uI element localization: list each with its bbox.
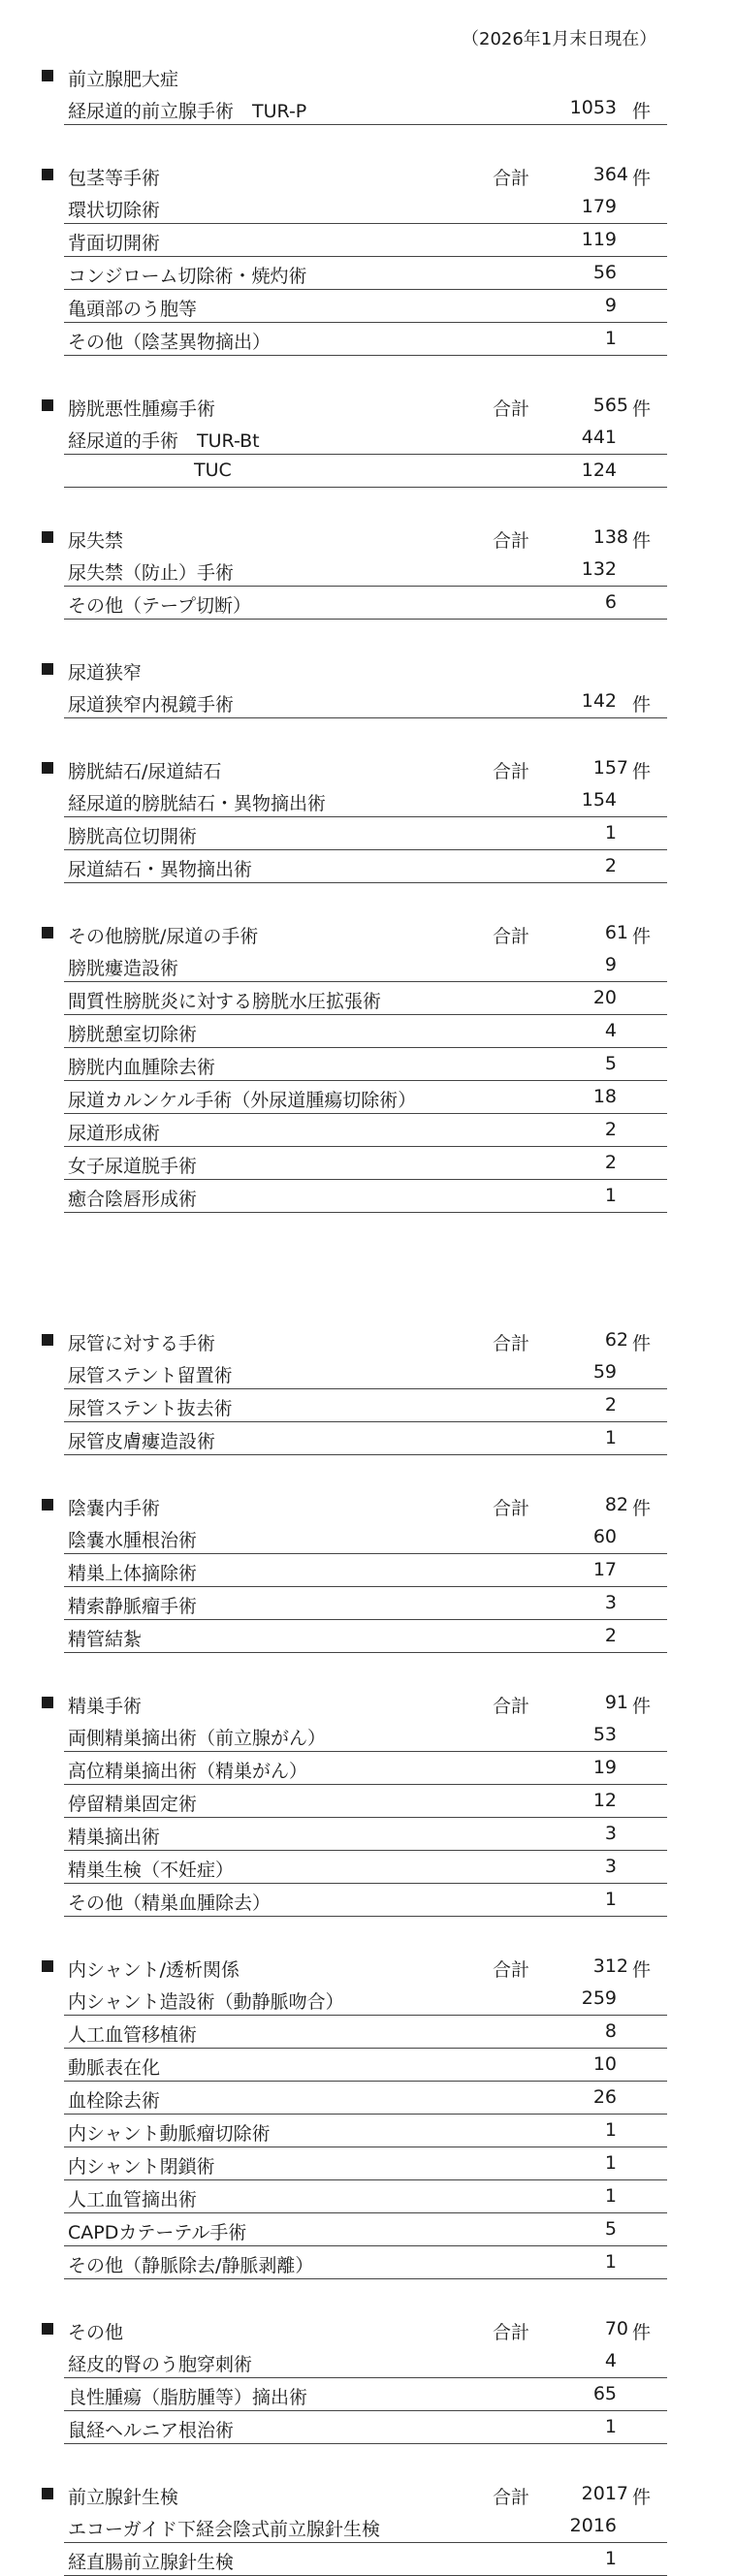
procedure-name: 経皮的腎のう胞穿刺術 [68, 2354, 253, 2375]
procedure-count: 1 [604, 2185, 617, 2207]
procedure-row [64, 1048, 667, 1081]
date-note: （2026年1月末日現在） [462, 29, 657, 49]
procedure-row [64, 2049, 667, 2082]
procedure-count: 26 [592, 2086, 617, 2108]
procedure-count: 1 [604, 2416, 617, 2437]
procedure-name: 経尿道的手術 TUR-Bt [68, 430, 260, 452]
bullet-square-icon [42, 2488, 53, 2499]
procedure-count: 259 [581, 1988, 617, 2009]
procedure-name: その他（精巣血腫除去） [68, 1892, 272, 1914]
procedure-name: 尿管皮膚瘻造設術 [68, 1431, 216, 1452]
total-label: 合計 [493, 530, 530, 552]
procedure-count: 1 [604, 1185, 617, 1206]
procedure-row [64, 949, 667, 982]
procedure-count: 1 [604, 2251, 617, 2273]
category-section [0, 522, 735, 620]
procedure-name: 尿道形成術 [68, 1123, 161, 1144]
category-title: 前立腺針生検 [68, 2487, 179, 2508]
unit-label: 件 [632, 530, 652, 552]
procedure-row [64, 850, 667, 883]
total-label: 合計 [493, 1498, 530, 1519]
procedure-row [64, 2180, 667, 2213]
category-total: 157 [592, 757, 628, 779]
procedure-count: 20 [592, 987, 617, 1008]
unit-label: 件 [632, 1498, 652, 1519]
procedure-count: 1 [604, 1427, 617, 1448]
unit-label: 件 [632, 1333, 652, 1354]
procedure-count: 12 [592, 1790, 617, 1811]
procedure-count: 2 [604, 1152, 617, 1173]
procedure-row [64, 1015, 667, 1048]
procedure-count: 5 [604, 2218, 617, 2240]
category-total: 565 [592, 395, 628, 416]
unit-label: 件 [632, 2322, 652, 2343]
procedure-name: 尿管ステント抜去術 [68, 1398, 233, 1419]
total-label: 合計 [493, 2487, 530, 2508]
procedure-count: 6 [604, 591, 617, 613]
procedure-count: 1 [604, 2119, 617, 2141]
procedure-name: その他（静脈除去/静脈剥離） [68, 2255, 314, 2276]
category-title: 膀胱結石/尿道結石 [68, 761, 222, 782]
procedure-name: 良性腫瘍（脂肪腫等）摘出術 [68, 2387, 308, 2408]
procedure-row [64, 587, 667, 620]
procedure-count: 3 [604, 1856, 617, 1877]
category-title: 尿失禁 [68, 530, 124, 552]
procedure-row [64, 2411, 667, 2444]
procedure-count: 124 [581, 460, 617, 481]
total-label: 合計 [493, 168, 530, 189]
category-title: その他 [68, 2322, 124, 2343]
category-header [0, 2478, 735, 2510]
category-header [0, 390, 735, 422]
procedure-row [64, 92, 667, 125]
category-title: 膀胱悪性腫瘍手術 [68, 398, 216, 420]
procedure-row [64, 455, 667, 488]
category-total: 91 [604, 1692, 628, 1713]
category-header [0, 1489, 735, 1521]
procedure-count: 3 [604, 1823, 617, 1844]
procedure-count: 17 [592, 1559, 617, 1580]
procedure-row [64, 1620, 667, 1653]
unit-label: 件 [632, 1959, 652, 1981]
bullet-square-icon [42, 1499, 53, 1511]
procedure-name: 環状切除術 [68, 200, 161, 221]
procedure-row [64, 323, 667, 356]
procedure-count: 4 [604, 2350, 617, 2371]
procedure-row [64, 2147, 667, 2180]
procedure-name: 膀胱憩室切除術 [68, 1024, 198, 1045]
category-section [0, 60, 735, 125]
procedure-name: 尿道カルンケル手術（外尿道腫瘍切除術） [68, 1090, 417, 1111]
unit-label: 件 [632, 926, 652, 947]
category-section [0, 1951, 735, 2279]
category-title: 内シャント/透析関係 [68, 1959, 240, 1981]
procedure-name: TUC [194, 460, 232, 481]
procedure-name: 精索静脈瘤手術 [68, 1596, 198, 1617]
category-header [0, 1951, 735, 1983]
procedure-count: 2016 [569, 2515, 617, 2536]
bullet-square-icon [42, 663, 53, 675]
procedure-count: 4 [604, 1020, 617, 1041]
category-section [0, 2478, 735, 2576]
category-title: 尿道狭窄 [68, 662, 143, 684]
procedure-name: 精管結紮 [68, 1629, 143, 1650]
surgery-statistics-list [0, 60, 735, 2576]
procedure-row [64, 1752, 667, 1785]
procedure-count: 154 [581, 789, 617, 811]
procedure-row [64, 982, 667, 1015]
procedure-row [64, 2115, 667, 2147]
procedure-name: 内シャント動脈瘤切除術 [68, 2123, 271, 2145]
procedure-row [64, 2016, 667, 2049]
bullet-square-icon [42, 762, 53, 774]
procedure-row [64, 290, 667, 323]
bullet-square-icon [42, 927, 53, 938]
category-section [0, 653, 735, 718]
bullet-square-icon [42, 70, 53, 81]
procedure-name: 膀胱瘻造設術 [68, 958, 179, 979]
procedure-row [64, 1884, 667, 1917]
procedure-count: 53 [592, 1724, 617, 1745]
category-title: 前立腺肥大症 [68, 69, 179, 90]
category-total: 62 [604, 1329, 628, 1351]
procedure-row [64, 1851, 667, 1884]
category-header [0, 1687, 735, 1719]
procedure-name: 内シャント造設術（動静脈吻合） [68, 1991, 344, 2013]
category-header [0, 917, 735, 949]
procedure-count: 119 [581, 229, 617, 250]
unit-label: 件 [632, 101, 652, 122]
procedure-row [64, 191, 667, 224]
procedure-row [64, 2510, 667, 2543]
category-header [0, 2313, 735, 2345]
bullet-square-icon [42, 399, 53, 411]
category-header [0, 653, 735, 685]
unit-label: 件 [632, 2487, 652, 2508]
procedure-count: 179 [581, 196, 617, 217]
category-section [0, 917, 735, 1213]
category-header [0, 159, 735, 191]
procedure-row [64, 1422, 667, 1455]
procedure-name: 女子尿道脱手術 [68, 1156, 198, 1177]
bullet-square-icon [42, 531, 53, 543]
category-total: 82 [604, 1494, 628, 1515]
procedure-name: 尿道結石・異物摘出術 [68, 859, 253, 880]
procedure-row [64, 554, 667, 587]
procedure-name: 尿失禁（防止）手術 [68, 562, 235, 584]
procedure-row [64, 1818, 667, 1851]
procedure-row [64, 224, 667, 257]
procedure-count: 60 [592, 1526, 617, 1547]
procedure-row [64, 2213, 667, 2246]
unit-label: 件 [632, 694, 652, 716]
procedure-name: 鼠経ヘルニア根治術 [68, 2420, 235, 2441]
procedure-row [64, 1180, 667, 1213]
procedure-row [64, 257, 667, 290]
procedure-name: 膀胱内血腫除去術 [68, 1057, 216, 1078]
total-label: 合計 [493, 761, 530, 782]
procedure-row [64, 817, 667, 850]
category-title: 包茎等手術 [68, 168, 161, 189]
total-label: 合計 [493, 2322, 530, 2343]
category-title: その他膀胱/尿道の手術 [68, 926, 259, 947]
procedure-row [64, 1785, 667, 1818]
procedure-name: 膀胱高位切開術 [68, 826, 198, 847]
category-title: 精巣手術 [68, 1696, 143, 1717]
category-header [0, 60, 735, 92]
procedure-count: 142 [581, 690, 617, 712]
procedure-name: その他（陰茎異物摘出） [68, 332, 272, 353]
category-header [0, 752, 735, 784]
procedure-row [64, 2246, 667, 2279]
procedure-name: 間質性膀胱炎に対する膀胱水圧拡張術 [68, 991, 382, 1012]
category-section [0, 1324, 735, 1455]
total-label: 合計 [493, 398, 530, 420]
category-section [0, 1687, 735, 1917]
total-label: 合計 [493, 1696, 530, 1717]
procedure-row [64, 1114, 667, 1147]
category-total: 364 [592, 164, 628, 185]
procedure-row [64, 1983, 667, 2016]
procedure-count: 441 [581, 427, 617, 448]
procedure-name: 人工血管摘出術 [68, 2189, 198, 2210]
procedure-name: 高位精巣摘出術（精巣がん） [68, 1761, 308, 1782]
bullet-square-icon [42, 2323, 53, 2335]
procedure-row [64, 1389, 667, 1422]
procedure-count: 1 [604, 822, 617, 843]
category-total: 70 [604, 2318, 628, 2339]
procedure-count: 1 [604, 1889, 617, 1910]
procedure-name: 両側精巣摘出術（前立腺がん） [68, 1728, 327, 1749]
total-label: 合計 [493, 1333, 530, 1354]
procedure-name: 背面切開術 [68, 233, 161, 254]
procedure-count: 1 [604, 2548, 617, 2569]
bullet-square-icon [42, 169, 53, 180]
category-header [0, 522, 735, 554]
total-label: 合計 [493, 926, 530, 947]
procedure-name: 亀頭部のう胞等 [68, 299, 198, 320]
procedure-row [64, 1719, 667, 1752]
procedure-name: 内シャント閉鎖術 [68, 2156, 215, 2178]
total-label: 合計 [493, 1959, 530, 1981]
procedure-name: 停留精巣固定術 [68, 1794, 198, 1815]
procedure-count: 1053 [569, 97, 617, 118]
unit-label: 件 [632, 168, 652, 189]
procedure-row [64, 1554, 667, 1587]
unit-label: 件 [632, 1696, 652, 1717]
procedure-name: 経直腸前立腺針生検 [68, 2552, 235, 2573]
procedure-count: 65 [592, 2383, 617, 2404]
procedure-row [64, 2378, 667, 2411]
procedure-count: 2 [604, 855, 617, 876]
unit-label: 件 [632, 761, 652, 782]
procedure-row [64, 422, 667, 455]
procedure-count: 9 [604, 295, 617, 316]
category-title: 尿管に対する手術 [68, 1333, 216, 1354]
category-section [0, 1489, 735, 1653]
procedure-name: 精巣生検（不妊症） [68, 1860, 235, 1881]
procedure-row [64, 1356, 667, 1389]
category-total: 138 [592, 526, 628, 548]
procedure-name: エコーガイド下経会陰式前立腺針生検 [68, 2519, 381, 2540]
procedure-count: 9 [604, 954, 617, 975]
category-total: 312 [592, 1956, 628, 1977]
procedure-row [64, 1587, 667, 1620]
procedure-row [64, 2543, 667, 2576]
procedure-count: 1 [604, 2152, 617, 2174]
procedure-count: 8 [604, 2020, 617, 2042]
procedure-row [64, 2345, 667, 2378]
procedure-count: 132 [581, 558, 617, 580]
procedure-name: 癒合陰唇形成術 [68, 1189, 198, 1210]
category-total: 61 [604, 922, 628, 943]
procedure-name: 精巣摘出術 [68, 1827, 161, 1848]
procedure-name: 陰嚢水腫根治術 [68, 1530, 198, 1551]
procedure-name: 血栓除去術 [68, 2090, 161, 2112]
procedure-name: 動脈表在化 [68, 2057, 161, 2079]
category-section [0, 2313, 735, 2444]
procedure-row [64, 1147, 667, 1180]
procedure-name: 人工血管移植術 [68, 2024, 198, 2046]
procedure-name: 経尿道的膀胱結石・異物摘出術 [68, 793, 327, 814]
procedure-count: 2 [604, 1394, 617, 1415]
bullet-square-icon [42, 1960, 53, 1972]
category-header [0, 1324, 735, 1356]
procedure-row [64, 784, 667, 817]
procedure-count: 10 [592, 2053, 617, 2075]
category-section [0, 159, 735, 356]
procedure-count: 59 [592, 1361, 617, 1383]
procedure-count: 1 [604, 328, 617, 349]
category-section [0, 752, 735, 883]
procedure-count: 3 [604, 1592, 617, 1613]
procedure-row [64, 2082, 667, 2115]
procedure-row [64, 1081, 667, 1114]
procedure-name: 尿管ステント留置術 [68, 1365, 233, 1386]
bullet-square-icon [42, 1334, 53, 1346]
procedure-count: 5 [604, 1053, 617, 1074]
category-section [0, 390, 735, 488]
procedure-name: CAPDカテーテル手術 [68, 2222, 247, 2243]
procedure-name: 尿道狭窄内視鏡手術 [68, 694, 235, 716]
procedure-name: コンジローム切除術・焼灼術 [68, 266, 307, 287]
category-total: 2017 [581, 2483, 628, 2504]
procedure-count: 2 [604, 1119, 617, 1140]
procedure-count: 56 [592, 262, 617, 283]
procedure-row [64, 685, 667, 718]
procedure-name: 精巣上体摘除術 [68, 1563, 198, 1584]
procedure-row [64, 1521, 667, 1554]
procedure-count: 18 [592, 1086, 617, 1107]
procedure-name: 経尿道的前立腺手術 TUR-P [68, 101, 307, 122]
unit-label: 件 [632, 398, 652, 420]
procedure-count: 19 [592, 1757, 617, 1778]
category-title: 陰嚢内手術 [68, 1498, 161, 1519]
procedure-count: 2 [604, 1625, 617, 1646]
bullet-square-icon [42, 1697, 53, 1708]
procedure-name: その他（テープ切断） [68, 595, 252, 617]
